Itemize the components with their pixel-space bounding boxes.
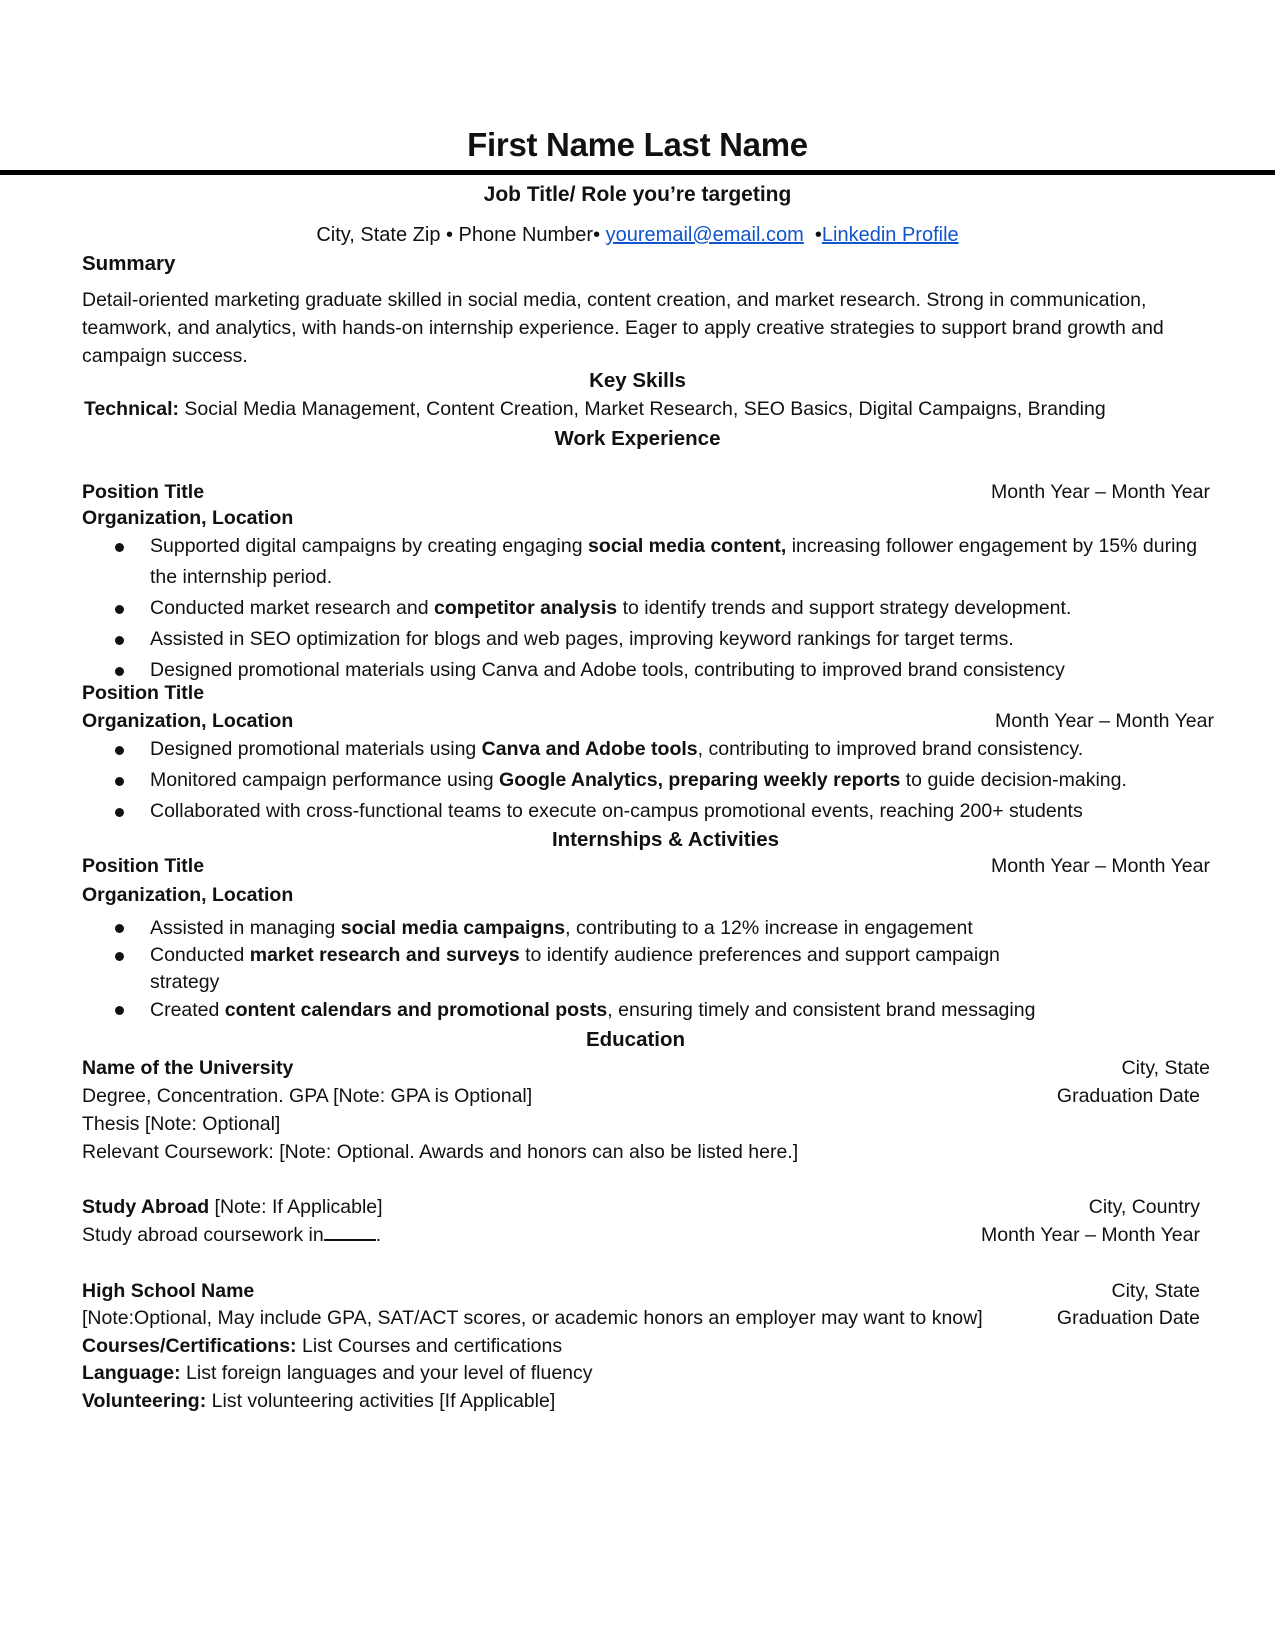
- summary-heading: Summary: [82, 252, 176, 275]
- internship-dates: Month Year – Month Year: [990, 855, 1210, 877]
- job-2-position: Position Title: [82, 682, 205, 704]
- bullet-icon: [115, 1006, 124, 1015]
- bullet-item: Assisted in SEO optimization for blogs and web pages, improving keyword rankings for target terms.: [112, 624, 1202, 655]
- fill-in-blank: [324, 1225, 376, 1241]
- summary-text: Detail-oriented marketing graduate skilled in social media, content creation, and market research. Strong in communication, teamwork, and analytics, with hands-on internship experience. Eager to apply creative strategies to support brand growth and campaign success.: [82, 289, 1164, 367]
- bullet-icon: [115, 952, 124, 961]
- internship-organization: Organization, Location: [82, 884, 294, 906]
- contact-separator: •: [803, 224, 822, 246]
- candidate-name: First Name Last Name: [467, 126, 808, 163]
- job-1-organization: Organization, Location: [82, 507, 294, 529]
- skills-text: Social Media Management, Content Creation, Market Research, SEO Basics, Digital Campaigns, Branding: [179, 398, 1106, 420]
- bullet-icon: [115, 777, 124, 786]
- contact-location-phone: City, State Zip • Phone Number•: [316, 224, 606, 246]
- header-divider: [0, 170, 1275, 175]
- university-location: City, State: [1121, 1057, 1210, 1079]
- job-1-bullets: [112, 531, 1202, 686]
- job-2-dates: Month Year – Month Year: [994, 710, 1214, 732]
- work-heading: Work Experience: [554, 427, 721, 450]
- university-name: Name of the University: [82, 1057, 294, 1079]
- bullet-icon: [115, 605, 124, 614]
- job-1-position: Position Title: [82, 481, 205, 503]
- university-degree: Degree, Concentration. GPA [Note: GPA is Optional]: [82, 1085, 533, 1107]
- bullet-item: Designed promotional materials using Canva and Adobe tools, contributing to improved brand consistency: [112, 655, 1202, 686]
- email-link[interactable]: youremail@email.com: [605, 224, 804, 246]
- university-coursework: Relevant Coursework: [Note: Optional. Awards and honors can also be listed here.]: [82, 1141, 799, 1163]
- study-abroad-dates: Month Year – Month Year: [980, 1224, 1200, 1246]
- bullet-item: Designed promotional materials using Canva and Adobe tools, contributing to improved brand consistency.: [112, 734, 1202, 765]
- bullet-icon: [115, 636, 124, 645]
- bullet-icon: [115, 808, 124, 817]
- extra-volunteering: Volunteering: List volunteering activities [If Applicable]: [82, 1390, 556, 1412]
- education-heading: Education: [585, 1028, 686, 1051]
- bullet-icon: [115, 543, 124, 552]
- job-2-organization: Organization, Location: [82, 710, 294, 732]
- skills-heading: Key Skills: [589, 369, 686, 392]
- bullet-item: Supported digital campaigns by creating engaging social media content, increasing follower engagement by 15% during the internship period.: [112, 531, 1202, 593]
- bullet-item: Conducted market research and competitor analysis to identify trends and support strategy development.: [112, 593, 1202, 624]
- bullet-icon: [115, 667, 124, 676]
- high-school-location: City, State: [1111, 1280, 1200, 1302]
- internships-heading: Internships & Activities: [551, 828, 780, 851]
- contact-line: [0, 224, 1275, 247]
- bullet-item: Conducted market research and surveys to identify audience preferences and support campaign strategy: [112, 942, 1072, 996]
- university-graduation: Graduation Date: [1056, 1085, 1200, 1107]
- skills-label: Technical:: [84, 398, 179, 420]
- bullet-item: Monitored campaign performance using Google Analytics, preparing weekly reports to guide decision-making.: [112, 765, 1202, 796]
- extra-courses-certifications: Courses/Certifications: List Courses and certifications: [82, 1335, 563, 1357]
- high-school-name: High School Name: [82, 1280, 255, 1302]
- bullet-item: Created content calendars and promotional posts, ensuring timely and consistent brand messaging: [112, 996, 1072, 1024]
- bullet-icon: [115, 746, 124, 755]
- internship-bullets: [112, 914, 1072, 1024]
- study-abroad-location: City, Country: [1088, 1196, 1200, 1218]
- high-school-note: [Note:Optional, May include GPA, SAT/ACT scores, or academic honors an employer may want to know]: [82, 1307, 983, 1329]
- job-1-dates: Month Year – Month Year: [990, 481, 1210, 503]
- bullet-item: Collaborated with cross-functional teams to execute on-campus promotional events, reaching 200+ students: [112, 796, 1202, 827]
- internship-position: Position Title: [82, 855, 205, 877]
- job-2-bullets: [112, 734, 1202, 827]
- study-abroad-label: Study Abroad: [82, 1196, 210, 1218]
- university-thesis: Thesis [Note: Optional]: [82, 1113, 281, 1135]
- bullet-item: Assisted in managing social media campaigns, contributing to a 12% increase in engagement: [112, 914, 1072, 942]
- high-school-graduation: Graduation Date: [1056, 1307, 1200, 1329]
- study-abroad-coursework: Study abroad coursework in .: [82, 1224, 382, 1246]
- bullet-icon: [115, 924, 124, 933]
- skills-line: [84, 398, 1106, 421]
- study-abroad-note: [Note: If Applicable]: [209, 1196, 383, 1218]
- target-job-title: Job Title/ Role you’re targeting: [483, 183, 792, 206]
- linkedin-link[interactable]: Linkedin Profile: [821, 224, 959, 246]
- extra-language: Language: List foreign languages and your level of fluency: [82, 1362, 593, 1384]
- study-abroad-line: [82, 1196, 383, 1219]
